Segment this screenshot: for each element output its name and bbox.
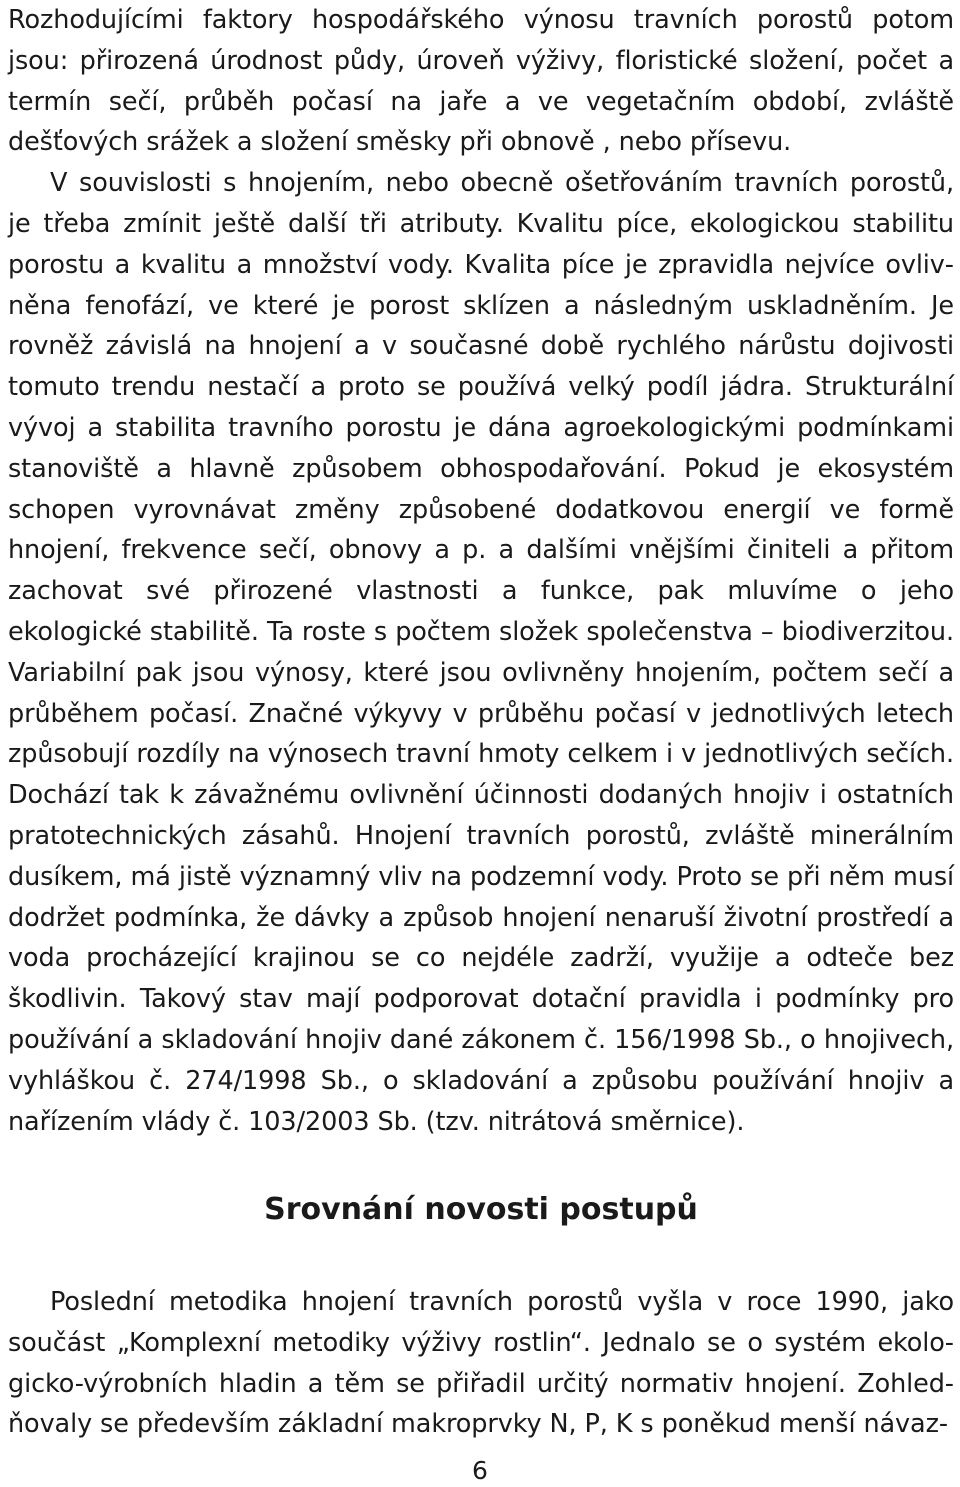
- paragraph-2: V souvislosti s hnojením, nebo obecně ošetřováním travních porostů, je třeba zmínit ještě další tři atributy. Kvalitu píce, ekologickou stabilitu porostu a kvalitu a množství vody. Kvalita píce je zpravidla nejvíce ovlivněna fenofází, ve které je porost sklízen a následným uskladněním. Je rovněž závislá na hnojení a v současné době rychlého nárůstu dojivosti tomuto trendu nestačí a proto se používá velký podíl jádra. Strukturální vývoj a stabilita travního porostu je dána agroekologickými podmínkami stanoviště a hlavně způsobem obhospodařování. Pokud je ekosystém schopen vyrovnávat změny způsobené dodatkovou energií ve formě hnojení, frekvence sečí, obnovy a p. a dalšími vnějšími činiteli a přitom zachovat své přirozené vlastnosti a funkce, pak mluvíme o jeho ekologické stabilitě. Ta roste s počtem složek společenstva – biodiverzitou. Variabilní pak jsou výnosy, které jsou ovlivněny hnojením, počtem sečí a průběhem počasí. Značné výkyvy v průběhu počasí v jednotlivých letech způsobují rozdíly na výnosech travní hmoty celkem i v jednotlivých sečích. Dochází tak k závažnému ovlivnění účinnosti dodaných hnojiv i ostatních pratotechnických zásahů. Hnojení travních porostů, zvláště minerálním dusíkem, má jistě významný vliv na podzemní vody. Proto se při něm musí dodržet podmínka, že dávky a způsob hnojení nenaruší životní prostředí a voda procházející krajinou se co nejdéle zadrží, využije a odteče bez škodlivin. Takový stav mají podporovat dotační pravidla i podmínky pro používání a skladování hnojiv dané zákonem č. 156/1998 Sb., o hnojivech, vyhláškou č. 274/1998 Sb., o skladování a způsobu používání hnojiv a nařízením vlády č. 103/2003 Sb. (tzv. nitrátová směrnice).: [8, 168, 954, 1137]
- section-body: [8, 1282, 954, 1445]
- page-number: 6: [472, 1456, 488, 1485]
- paragraph-3: Poslední metodika hnojení travních porostů vyšla v roce 1990, jako součást „Komplexní metodiky výživy rostlin“. Jednalo se o systém ekologicko-výrobních hladin a těm se přiřadil určitý normativ hnojení. Zohledňovaly se především základní makroprvky N, P, K s poněkud menší návaz-: [8, 1287, 954, 1440]
- page-body: [8, 0, 954, 1440]
- section-heading: Srovnání novosti postupů: [264, 1192, 698, 1227]
- paragraph-1: Rozhodujícími faktory hospodářského výnosu travních porostů potom jsou: přirozená úrodnost půdy, úroveň výživy, floristické složení, počet a termín sečí, průběh počasí na jaře a ve vegetačním období, zvláště dešťových srážek a složení směsky při obnově , nebo přísevu.: [8, 5, 954, 158]
